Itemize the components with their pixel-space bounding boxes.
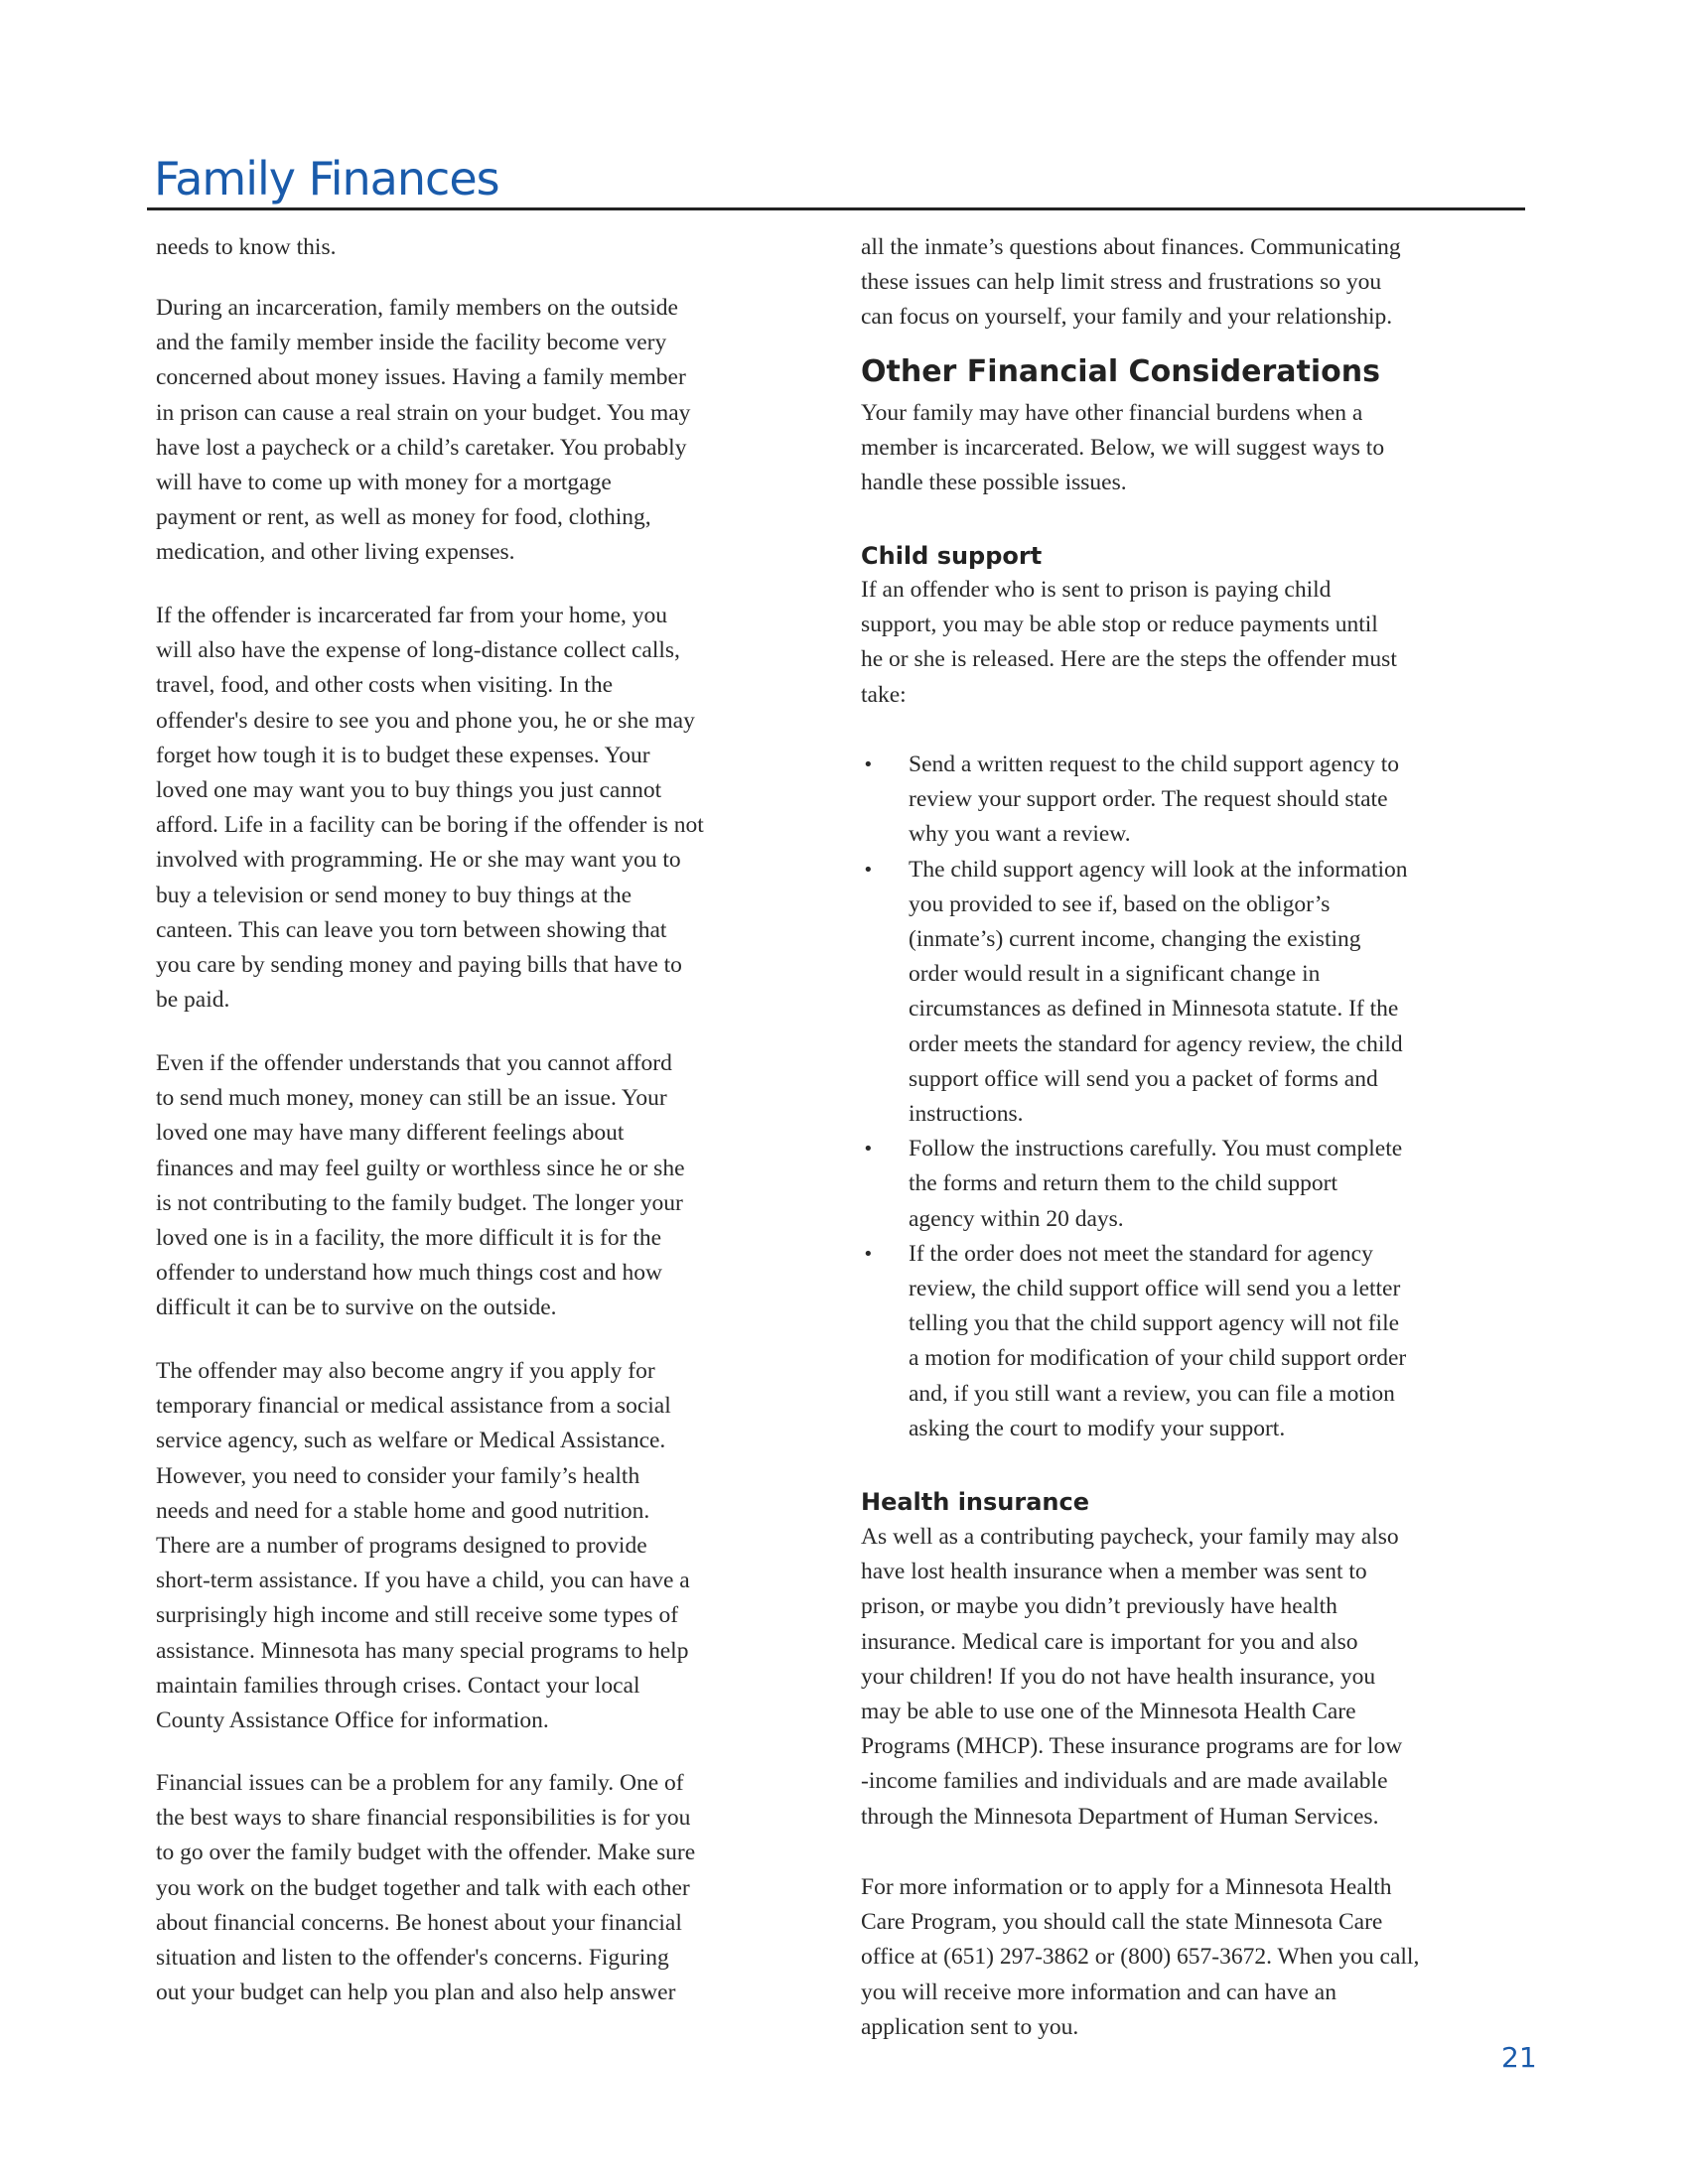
text-line: medication, and other living expenses. <box>156 539 515 566</box>
text-line: you will receive more information and can have an <box>861 1979 1336 2005</box>
text-line: However, you need to consider your family’s health <box>156 1462 640 1489</box>
paragraph <box>861 1870 1419 2045</box>
text-line: application sent to you. <box>861 2013 1079 2040</box>
text-line: these issues can help limit stress and frustrations so you <box>861 269 1382 296</box>
text-line: As well as a contributing paycheck, your family may also <box>861 1524 1399 1550</box>
text-line: asking the court to modify your support. <box>909 1415 1286 1441</box>
text-line: maintain families through crises. Contact your local <box>156 1672 640 1699</box>
bullet-item <box>861 853 1408 1133</box>
text-line: forget how tough it is to budget these expenses. Your <box>156 742 650 768</box>
bullet-icon: • <box>863 859 874 881</box>
text-line: to go over the family budget with the offender. Make sure <box>156 1840 696 1866</box>
text-line: situation and listen to the offender's concerns. Figuring <box>156 1945 669 1972</box>
text-line: and the family member inside the facility become very <box>156 330 667 356</box>
text-line: involved with programming. He or she may want you to <box>156 847 681 874</box>
text-line: The offender may also become angry if you apply for <box>156 1358 655 1384</box>
bullet-list <box>861 748 1408 1446</box>
text-line: Follow the instructions carefully. You must complete <box>909 1136 1403 1162</box>
text-line: and, if you still want a review, you can file a motion <box>909 1380 1395 1407</box>
text-line: For more information or to apply for a Minnesota Health <box>861 1874 1392 1900</box>
text-line: If an offender who is sent to prison is paying child <box>861 577 1332 603</box>
text-line: travel, food, and other costs when visiting. In the <box>156 672 614 699</box>
text-line: circumstances as defined in Minnesota statute. If the <box>909 996 1399 1023</box>
text-line: you work on the budget together and talk with each other <box>156 1874 690 1901</box>
text-line: If the order does not meet the standard for agency <box>909 1240 1373 1267</box>
text-line: will have to come up with money for a mortgage <box>156 470 612 496</box>
paragraph <box>861 573 1397 713</box>
text-line: order meets the standard for agency review, the child <box>909 1030 1403 1057</box>
text-line: to send much money, money can still be an issue. Your <box>156 1085 667 1112</box>
text-line: County Assistance Office for information. <box>156 1707 549 1734</box>
text-line: all the inmate’s questions about finances. Communicating <box>861 234 1401 260</box>
text-line: service agency, such as welfare or Medical Assistance. <box>156 1428 666 1454</box>
text-line: your children! If you do not have health insurance, you <box>861 1663 1376 1690</box>
text-line: order would result in a significant change in <box>909 961 1321 988</box>
text-line: why you want a review. <box>909 821 1131 848</box>
text-line: The child support agency will look at the information <box>909 856 1408 883</box>
text-line: take: <box>861 681 907 708</box>
text-line: will also have the expense of long-distance collect calls, <box>156 637 680 664</box>
text-line: review your support order. The request should state <box>909 786 1388 813</box>
paragraph <box>156 1766 695 2010</box>
text-line: office at (651) 297-3862 or (800) 657-3672. When you call, <box>861 1944 1420 1971</box>
paragraph <box>156 230 336 265</box>
section-heading: Other Financial Considerations <box>861 354 1380 389</box>
title-rule <box>147 207 1525 210</box>
bullet-icon: • <box>863 754 874 775</box>
text-line: Programs (MHCP). These insurance programs are for low <box>861 1733 1403 1760</box>
bullet-icon: • <box>863 1139 874 1160</box>
text-line: There are a number of programs designed to provide <box>156 1533 647 1560</box>
text-line: -income families and individuals and are made available <box>861 1768 1388 1795</box>
text-line: you provided to see if, based on the obligor’s <box>909 890 1331 917</box>
text-line: difficult it can be to survive on the outside. <box>156 1295 557 1321</box>
text-line: agency within 20 days. <box>909 1205 1124 1232</box>
text-line: During an incarceration, family members on the outside <box>156 295 678 321</box>
text-line: prison, or maybe you didn’t previously have health <box>861 1593 1337 1620</box>
text-line: telling you that the child support agency will not file <box>909 1310 1400 1337</box>
text-line: short-term assistance. If you have a child, you can have a <box>156 1568 690 1594</box>
text-line: through the Minnesota Department of Human Services. <box>861 1803 1379 1830</box>
paragraph <box>156 1046 685 1326</box>
text-line: be paid. <box>156 987 230 1014</box>
text-line: loved one may have many different feelings about <box>156 1120 625 1147</box>
text-line: surprisingly high income and still receive some types of <box>156 1602 679 1629</box>
text-line: a motion for modification of your child support order <box>909 1345 1407 1372</box>
paragraph <box>861 230 1401 336</box>
text-line: offender's desire to see you and phone you, he or she may <box>156 707 695 734</box>
text-line: about financial concerns. Be honest about your financial <box>156 1909 682 1936</box>
page-number: 21 <box>1501 2041 1537 2074</box>
text-line: the best ways to share financial responsibilities is for you <box>156 1805 691 1832</box>
text-line: handle these possible issues. <box>861 470 1127 496</box>
text-line: offender to understand how much things cost and how <box>156 1260 662 1287</box>
paragraph <box>156 1354 690 1738</box>
text-line: have lost health insurance when a member was sent to <box>861 1559 1367 1585</box>
text-line: you care by sending money and paying bills that have to <box>156 952 682 979</box>
text-line: If the offender is incarcerated far from your home, you <box>156 603 668 628</box>
text-line: Your family may have other financial burdens when a <box>861 400 1363 426</box>
bullet-item <box>861 1132 1408 1237</box>
text-line: he or she is released. Here are the steps the offender must <box>861 646 1397 673</box>
text-line: Financial issues can be a problem for any family. One of <box>156 1770 684 1796</box>
paragraph <box>861 396 1384 501</box>
text-line: have lost a paycheck or a child’s caretaker. You probably <box>156 434 687 461</box>
text-line: can focus on yourself, your family and your relationship. <box>861 304 1393 331</box>
text-line: out your budget can help you plan and also help answer <box>156 1979 676 2006</box>
text-line: assistance. Minnesota has many special programs to help <box>156 1637 689 1664</box>
subheading-child-support: Child support <box>861 542 1043 570</box>
text-line: Send a written request to the child support agency to <box>909 751 1400 777</box>
text-line: member is incarcerated. Below, we will suggest ways to <box>861 435 1385 462</box>
text-line: is not contributing to the family budget. The longer your <box>156 1189 683 1216</box>
bullet-icon: • <box>863 1243 874 1265</box>
page-title: Family Finances <box>154 152 499 205</box>
text-line: concerned about money issues. Having a family member <box>156 364 686 391</box>
bullet-item <box>861 748 1408 853</box>
text-line: temporary financial or medical assistance from a social <box>156 1393 671 1420</box>
text-line: needs to know this. <box>156 234 337 260</box>
paragraph <box>156 599 704 1018</box>
text-line: Care Program, you should call the state Minnesota Care <box>861 1909 1383 1936</box>
paragraph <box>861 1520 1402 1835</box>
text-line: afford. Life in a facility can be boring if the offender is not <box>156 812 704 839</box>
paragraph <box>156 291 690 571</box>
text-line: support, you may be able stop or reduce payments until <box>861 612 1378 638</box>
text-line: loved one is in a facility, the more difficult it is for the <box>156 1225 662 1252</box>
text-line: the forms and return them to the child support <box>909 1170 1338 1197</box>
bullet-item <box>861 1237 1408 1446</box>
subheading-health-insurance: Health insurance <box>861 1488 1090 1516</box>
text-line: (inmate’s) current income, changing the existing <box>909 926 1361 953</box>
text-line: instructions. <box>909 1101 1024 1128</box>
text-line: insurance. Medical care is important for you and also <box>861 1628 1358 1655</box>
text-line: review, the child support office will send you a letter <box>909 1276 1401 1302</box>
text-line: in prison can cause a real strain on your budget. You may <box>156 399 691 426</box>
text-line: needs and need for a stable home and good nutrition. <box>156 1497 650 1524</box>
text-line: may be able to use one of the Minnesota Health Care <box>861 1699 1356 1725</box>
text-line: payment or rent, as well as money for food, clothing, <box>156 504 651 531</box>
text-line: buy a television or send money to buy things at the <box>156 882 633 908</box>
text-line: loved one may want you to buy things you just cannot <box>156 777 662 804</box>
text-line: support office will send you a packet of forms and <box>909 1065 1378 1092</box>
text-line: canteen. This can leave you torn between showing that <box>156 916 667 943</box>
text-line: Even if the offender understands that you cannot afford <box>156 1050 672 1076</box>
text-line: finances and may feel guilty or worthless since he or she <box>156 1155 685 1181</box>
